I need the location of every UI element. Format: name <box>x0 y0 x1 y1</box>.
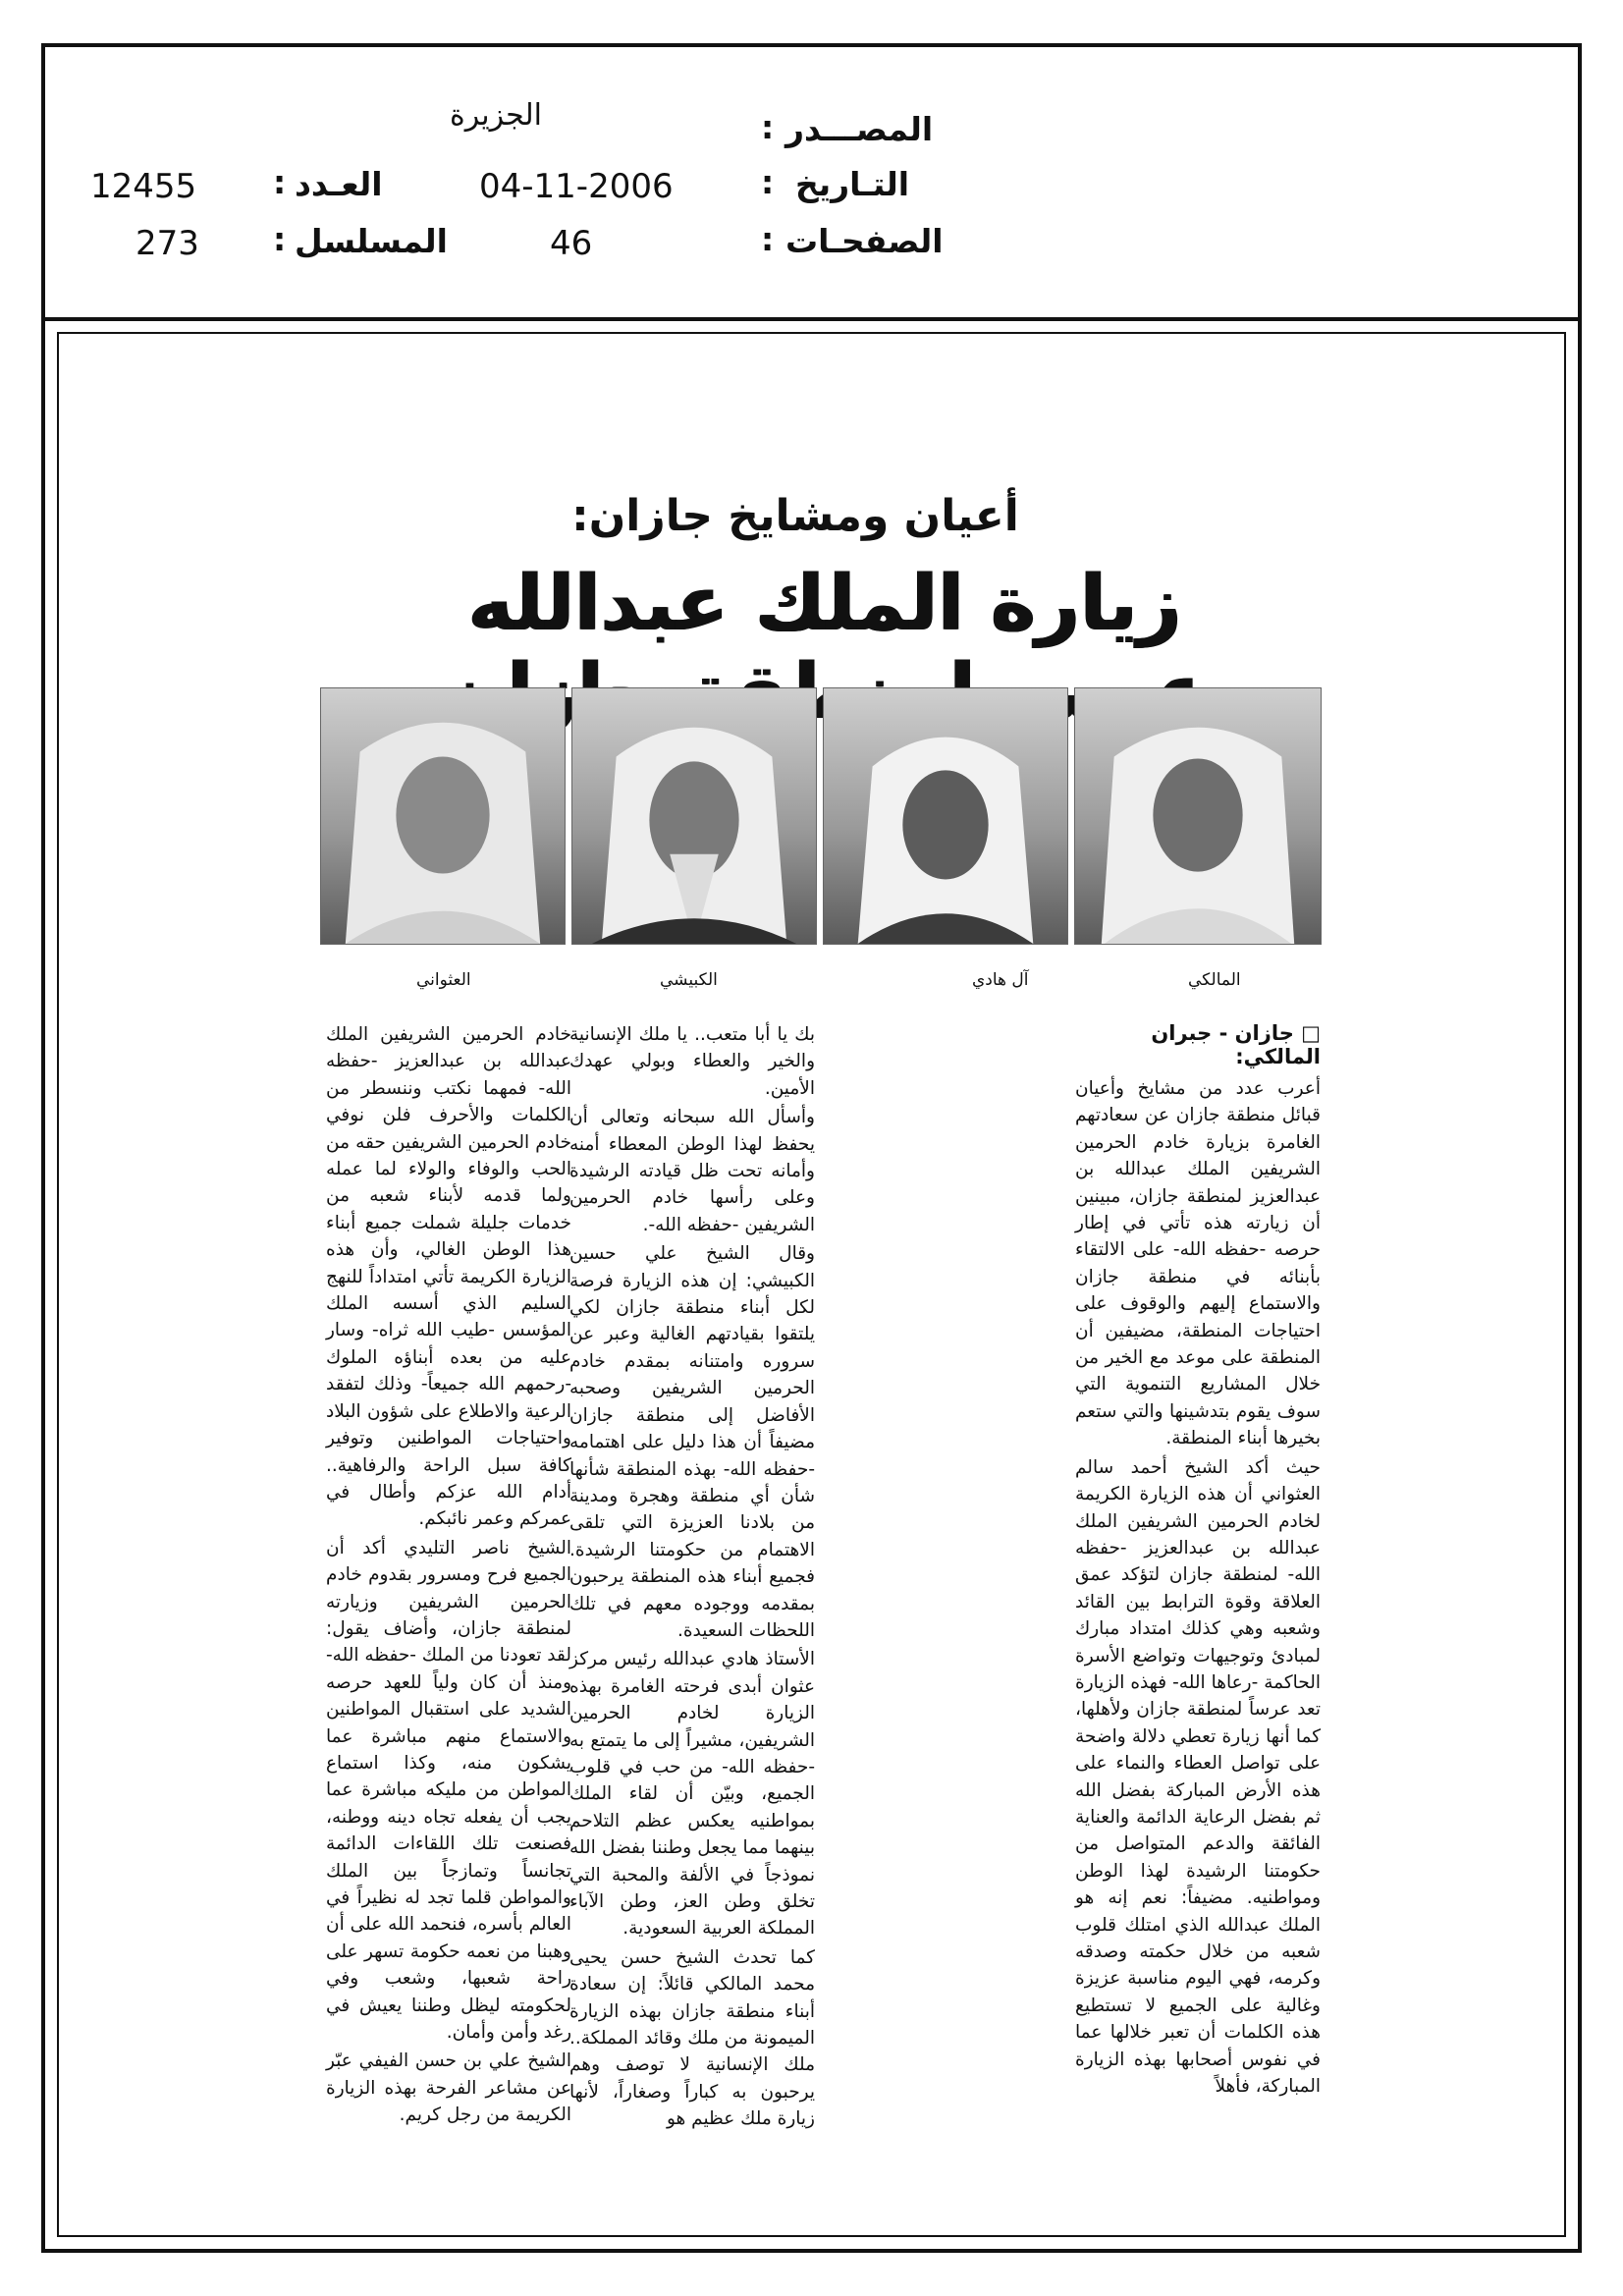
paragraph: وأسأل الله سبحانه وتعالى أن يحفظ لهذا الوطن المعطاء أمنه وأمانه تحت ظل قيادته الرشيدة وعلى رأسها خادم الحرمين الشريفين -حفظه الله-. <box>569 1107 815 1235</box>
pages-label: الصفحـات <box>785 222 944 260</box>
article-column-1 <box>1075 1075 1321 2102</box>
paragraph: وقال الشيخ علي حسين الكبيشي: إن هذه الزيارة فرصة لكل أبناء منطقة جازان لكي يلتقوا بقيادتهم الغالية وعبر عن سروره وامتنانه بمقدم خادم الحرمين الشريفين وصحبه الأفاضل إلى منطقة جازان مضيفاً أن هذا دليل على اهتمامه -حفظه الله- بهذه المنطقة شأنها شأن أي منطقة وهجرة ومدينة من بلادنا العزيزة التي تلقى الاهتمام من حكومتنا الرشيدة. فجميع أبناء هذه المنطقة يرحبون بمقدمه ووجوده معهم في تلك اللحظات السعيدة. <box>569 1243 815 1641</box>
issue-label: العـدد <box>295 165 383 203</box>
article-column-2 <box>569 1021 815 2135</box>
caption-4: العثواني <box>416 970 471 990</box>
serial-label: المسلسل <box>295 222 448 260</box>
paragraph: كما تحدث الشيخ حسن يحيى محمد المالكي قائلاً: إن سعادة أبناء منطقة جازان بهذه الزيارة الميمونة من ملك وقائد المملكة.. ملك الإنسانية لا توصف وهم يرحبون به كباراً وصغاراً، لأنها زيارة ملك عظيم هو <box>569 1946 815 2130</box>
article-kicker: أعيان ومشايخ جازان: <box>571 491 1019 541</box>
portrait-photo-1 <box>1074 687 1322 945</box>
pages-value: 46 <box>550 224 593 263</box>
paragraph: خادم الحرمين الشريفين الملك عبدالله بن عبدالعزيز -حفظه الله- فمهما نكتب وننسطر من الكلمات والأحرف فلن نوفي خادم الحرمين الشريفين حقه من الحب والوفاء والولاء لما عمله ولما قدمه لأبناء شعبه من خدمات جليلة شملت جميع أبناء هذا الوطن الغالي، وأن هذه الزيارة الكريمة تأتي امتداداً للنهج السليم الذي أسسه الملك المؤسس -طيب الله ثراه- وسار عليه من بعده أبناؤه الملوك -رحمهم الله جميعاً- وذلك لتفقد الرعية والاطلاع على شؤون البلاد واحتياجات المواطنين وتوفير كافة سبل الراحة والرفاهية.. أدام الله عزكم وأطال في عمركم وعمر نائبكم. <box>326 1024 571 1530</box>
portrait-photo-4 <box>320 687 566 945</box>
serial-separator: : <box>273 220 287 258</box>
portrait-photo-2 <box>823 687 1068 945</box>
paragraph: الشيخ ناصر التليدي أكد أن الجميع فرح ومسرور بقدوم خادم الحرمين الشريفين وزيارته لمنطقة جازان، وأضاف يقول: لقد تعودنا من الملك -حفظه الله- ومنذ أن كان ولياً للعهد حرصه الشديد على استقبال المواطنين والاستماع منهم مباشرة عما يشكون منه، وكذا استماع المواطن من مليكه مباشرة عما يجب أن يفعله تجاه دينه ووطنه، فصنعت تلك اللقاءات الدائمة تجانساً وتمازجاً بين الملك والمواطن قلما تجد له نظيراً في العالم بأسره، فنحمد الله على أن وهبنا من نعمه حكومة تسهر على راحة شعبها، وشعب وفي لحكومته ليظل وطننا يعيش في رغد وأمن وأمان. <box>325 1537 571 2044</box>
paragraph: بك يا أبا متعب.. يا ملك الإنسانية والخير والعطاء وبولي عهدك الأمين. <box>569 1024 815 1099</box>
serial-value: 273 <box>135 224 199 263</box>
article-column-3 <box>326 1021 571 2131</box>
portrait-photo-3 <box>571 687 817 945</box>
date-label: التـاريخ <box>795 165 910 203</box>
caption-1: المالكي <box>1188 970 1241 990</box>
paragraph: أعرب عدد من مشايخ وأعيان قبائل منطقة جازان عن سعادتهم الغامرة بزيارة خادم الحرمين الشريفين الملك عبدالله بن عبدالعزيز لمنطقة جازان، مبينين أن زيارته هذه تأتي في إطار حرصه -حفظه الله- على الالتقاء بأبنائه في منطقة جازان والاستماع إليهم والوقوف على احتياجات المنطقة، مضيفين أن المنطقة على موعد مع الخير من خلال المشاريع التنموية التي سوف يقوم بتدشينها والتي ستعم بخيرها أبناء المنطقة. <box>1075 1078 1321 1449</box>
article-headline: زيارة الملك عبدالله <box>467 560 1182 648</box>
caption-3: الكبيشي <box>660 970 718 990</box>
date-separator: : <box>761 163 775 201</box>
paragraph: الأستاذ هادي عبدالله رئيس مركز عثوان أبدى فرحته الغامرة بهذه الزيارة لخادم الحرمين الشريفين، مشيراً إلى ما يتمتع به -حفظه الله- من حب في قلوب الجميع، وبيّن أن لقاء الملك بمواطنيه يعكس عظم التلاحم بينهما مما يجعل وطننا بفضل الله نموذجاً في الألفة والمحبة التي تخلق وطن العز، وطن الآباء المملكة العربية السعودية. <box>569 1649 815 1940</box>
caption-2: آل هادي <box>972 970 1029 990</box>
issue-value: 12455 <box>90 167 197 206</box>
article-byline: □ جازان - جبران المالكي: <box>1151 1021 1321 1068</box>
issue-separator: : <box>273 163 287 201</box>
source-separator: : <box>761 108 775 146</box>
paragraph: حيث أكد الشيخ أحمد سالم العثواني أن هذه الزيارة الكريمة لخادم الحرمين الشريفين الملك عبدالله بن عبدالعزيز -حفظه الله- لمنطقة جازان لتؤكد عمق العلاقة وقوة الترابط بين القائد وشعبه وهي كذلك امتداد مبارك لمبادئ وتوجيهات وتواضع الأسرة الحاكمة -رعاها الله- فهذه الزيارة تعد عرساً لمنطقة جازان ولأهلها، كما أنها زيارة تعطي دلالة واضحة على تواصل العطاء والنماء على هذه الأرض المباركة بفضل الله ثم بفضل الرعاية الدائمة والعناية الفائقة والدعم المتواصل من حكومتنا الرشيدة لهذا الوطن ومواطنيه. مضيفاً: نعم إنه هو الملك عبدالله الذي امتلك قلوب شعبه من خلال حكمته وصدقه وكرمه، فهي اليوم مناسبة عزيزة وغالية على الجميع لا تستطيع هذه الكلمات أن تعبر خلالها عما في نفوس أصحابها بهذه الزيارة المباركة، فأهلاً <box>1075 1456 1321 2098</box>
source-value: الجزيرة <box>450 98 543 133</box>
paragraph: الشيخ علي بن حسن الفيفي عبّر عن مشاعر الفرحة بهذه الزيارة الكريمة من رجل كريم. <box>326 2050 571 2126</box>
pages-separator: : <box>761 220 775 258</box>
date-value: 04-11-2006 <box>479 167 674 206</box>
source-label: المصـــدر <box>785 110 934 148</box>
